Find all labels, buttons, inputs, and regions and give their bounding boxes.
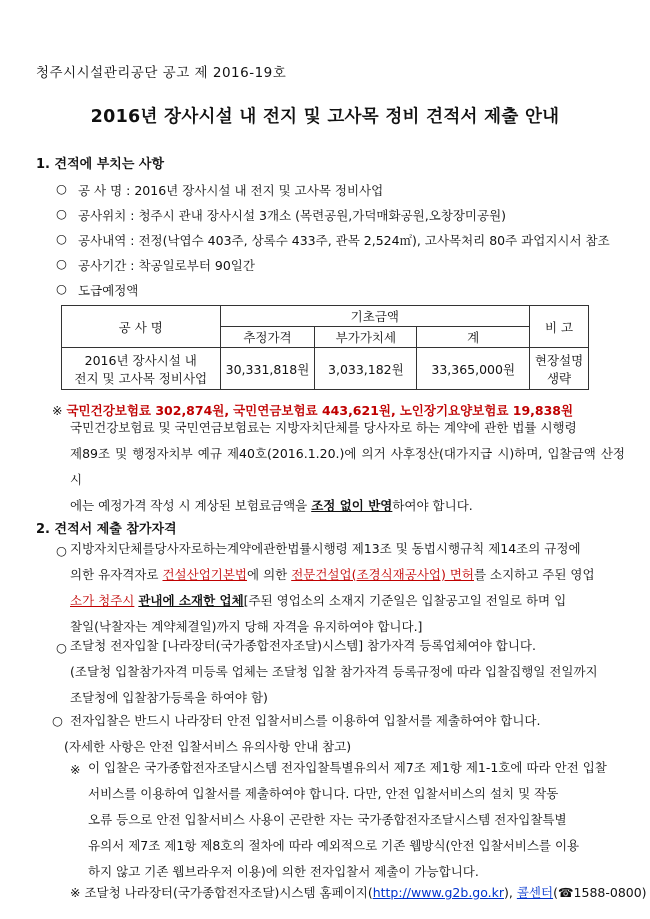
section2-heading: 2. 견적서 제출 참가자격 (36, 522, 177, 537)
note1-line3: 오류 등으로 안전 입찰서비스 사용이 곤란한 자는 국가종합전자조달시스템 전자입찰특별 (88, 812, 567, 827)
work-period-item: 공사기간 : 착공일로부터 90일간 (78, 258, 255, 273)
license-requirement: 전문건설업(조경식재공사업) 면허 (291, 567, 474, 582)
cell-estimated-price: 30,331,818원 (220, 348, 315, 390)
qual1-line2 (70, 562, 625, 588)
qual2-line1: 조달청 전자입찰 [나라장터(국가종합전자조달)시스템] 참가자격 등록업체여야 합니다. (70, 638, 536, 653)
header-work-name: 공 사 명 (62, 306, 221, 348)
qual1-text: 의한 유자격자로 (70, 567, 159, 582)
header-note: 비 고 (530, 306, 589, 348)
estimated-amount-item: 도급예정액 (78, 283, 139, 298)
bullet-icon: ○ (56, 206, 67, 221)
note1-line5: 하지 않고 기존 웹브라우저 이용)에 의한 전자입찰서 제출이 가능합니다. (88, 864, 479, 879)
qual1-line3 (70, 588, 625, 614)
g2b-homepage-label: 조달청 나라장터(국가종합전자조달)시스템 홈페이지( (84, 885, 373, 900)
location-requirement: 소가 청주시 (70, 593, 135, 608)
reference-mark-icon: ※ (70, 762, 81, 777)
note1-line1: 이 입찰은 국가종합전자조달시스템 전자입찰특별유의서 제7조 제1항 제1-1호에 따라 안전 입찰 (88, 760, 607, 775)
note1-line4: 유의서 제7조 제1항 제8호의 절차에 따라 예외적으로 기존 웹방식(안전 입찰서비스를 이용 (88, 838, 580, 853)
note1-line2: 서비스를 이용하여 입찰서를 제출하여야 합니다. 다만, 안전 입찰서비스의 설치 및 작동 (88, 786, 559, 801)
reference-mark-icon: ※ (70, 885, 81, 900)
bullet-icon: ○ (52, 713, 63, 728)
qual1-text: 에 의한 (247, 567, 288, 582)
work-detail-item: 공사내역 : 전정(낙엽수 403주, 상록수 433주, 관목 2,524㎡), 고사목처리 80주 과업지시서 참조 (78, 233, 610, 248)
cell-note-line1: 현장설명 (534, 352, 584, 368)
work-location-item: 공사위치 : 청주시 관내 장사시설 3개소 (목련공원,가덕매화공원,오창장미공원) (78, 208, 507, 223)
section1-heading: 1. 견적에 부치는 사항 (36, 157, 165, 172)
notice-number: 청주시시설관리공단 공고 제 2016-19호 (36, 65, 287, 81)
insurance-line2: 제89조 및 행정자치부 예규 제40호(2016.1.20.)에 의거 사후정산(대가지급 시)하며, 입찰금액 산정 시 (70, 446, 625, 487)
local-company-requirement: 관내에 소재한 업체 (138, 593, 244, 608)
bullet-icon: ○ (56, 181, 67, 196)
call-center-link[interactable]: 콜센터 (516, 885, 554, 900)
qual2-line3: 조달청에 입찰참가등록을 하여야 함) (70, 690, 268, 705)
insurance-emphasis: 조정 없이 반영 (311, 498, 393, 513)
cell-work-name-line2: 전지 및 고사목 정비사업 (74, 370, 208, 386)
qualification-block-2 (70, 633, 625, 711)
insurance-line3 (70, 493, 625, 519)
header-base-amount: 기초금액 (220, 306, 530, 327)
bullet-icon: ○ (56, 231, 67, 246)
qual3-line2: (자세한 사항은 안전 입찰서비스 유의사항 안내 참고) (64, 739, 352, 754)
qual1-text: 를 소지하고 주된 영업 (473, 567, 595, 582)
cell-vat: 3,033,182원 (315, 348, 417, 390)
health-insurance: 국민건강보험료 302,874원, (66, 403, 230, 418)
header-vat: 부가가치세 (315, 327, 417, 348)
qual1-line4: 찰일(낙찰자는 계약체결일)까지 당해 자격을 유지하여야 합니다.] (70, 619, 423, 634)
reference-mark-icon: ※ (52, 403, 63, 418)
cell-note (530, 348, 589, 390)
work-name-item: 공 사 명 : 2016년 장사시설 내 전지 및 고사목 정비사업 (78, 183, 384, 198)
cell-work-name (62, 348, 221, 390)
cell-note-line2: 생략 (546, 370, 572, 386)
bullet-icon: ○ (56, 256, 67, 271)
bullet-icon: ○ (56, 543, 67, 558)
header-estimated-price: 추정가격 (220, 327, 315, 348)
insurance-line1: 국민건강보험료 및 국민연금보험료는 지방자치단체를 당사자로 하는 계약에 관한 법률 시행령 (70, 420, 577, 435)
g2b-homepage-link[interactable]: http://www.g2b.go.kr (372, 885, 505, 900)
page-title: 2016년 장사시설 내 전지 및 고사목 정비 견적서 제출 안내 (90, 107, 560, 127)
header-total: 계 (417, 327, 530, 348)
qual1-text: [주된 영업소의 소재지 기준일은 입찰공고일 전일로 하며 입 (243, 593, 567, 608)
qual2-line2: (조달청 입찰참가자격 미등록 업체는 조달청 입찰 참가자격 등록규정에 따라 입찰집행일 전일까지 (70, 664, 598, 679)
cell-work-name-line1: 2016년 장사시설 내 (84, 352, 197, 368)
note-block-1 (88, 755, 623, 885)
insurance-paragraph (70, 415, 625, 519)
call-center-number: (☎1588-0800) (553, 885, 647, 900)
qual3-line1: 전자입찰은 반드시 나라장터 안전 입찰서비스를 이용하여 입찰서를 제출하여야 합니다. (70, 713, 541, 728)
construction-law-link: 건설산업기본법 (162, 567, 248, 582)
bullet-icon: ○ (56, 281, 67, 296)
insurance-line3-text: 에는 예정가격 작성 시 계상된 보험료금액을 (70, 498, 308, 513)
care-insurance: 노인장기요양보험료 19,838원 (399, 403, 574, 418)
qualification-block-1 (70, 536, 625, 640)
qual1-line1: 지방자치단체를당사자로하는계약에관한법률시행령 제13조 및 동법시행규칙 제14조의 규정에 (70, 541, 581, 556)
g2b-separator: ), (504, 885, 513, 900)
pension-insurance: 국민연금보험료 443,621원, (233, 403, 396, 418)
cell-total: 33,365,000원 (417, 348, 530, 390)
insurance-line3-end: 하여야 합니다. (392, 498, 473, 513)
note-block-2 (70, 883, 647, 901)
bullet-icon: ○ (56, 640, 67, 655)
estimate-table (61, 305, 589, 390)
